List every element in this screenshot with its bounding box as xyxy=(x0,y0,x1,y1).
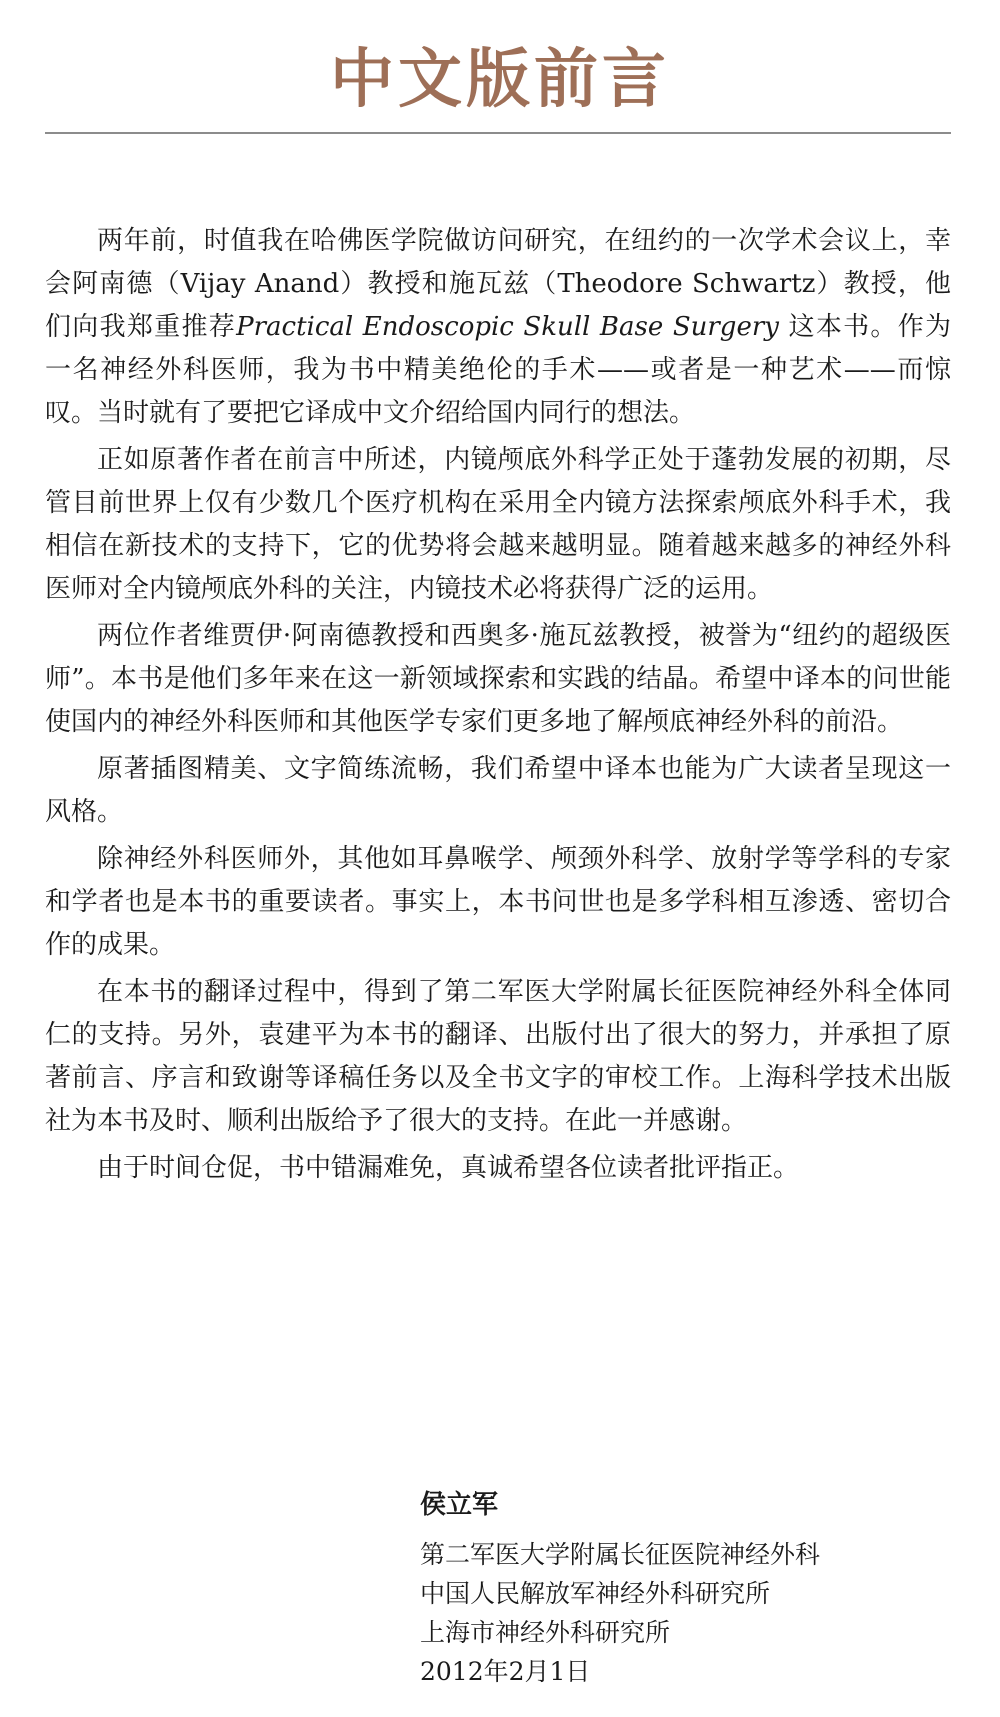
author-name: 侯立军 xyxy=(420,1490,499,1520)
paragraph-3: 两位作者维贾伊·阿南德教授和西奥多·施瓦兹教授，被誉为“纽约的超级医师”。本书是他们多年来在这一新领域探索和实践的结晶。希望中译本的问世能使国内的神经外科医师和其他医学专家们更多地了解颅底神经外科的前沿。 xyxy=(45,621,951,737)
title-divider xyxy=(45,132,951,134)
paragraph-4: 原著插图精美、文字简练流畅，我们希望中译本也能为广大读者呈现这一风格。 xyxy=(45,754,951,827)
signature-date: 2012年2月1日 xyxy=(420,1657,591,1686)
book-title: Practical Endoscopic Skull Base Surgery xyxy=(236,312,779,342)
affiliation-line: 中国人民解放军神经外科研究所 xyxy=(420,1579,771,1608)
signature-block xyxy=(420,1485,960,1691)
page-title: 中文版前言 xyxy=(330,43,670,117)
paragraph-7: 由于时间仓促，书中错漏难免，真诚希望各位读者批评指正。 xyxy=(97,1153,800,1183)
paragraph-6: 在本书的翻译过程中，得到了第二军医大学附属长征医院神经外科全体同仁的支持。另外，袁建平为本书的翻译、出版付出了很大的努力，并承担了原著前言、序言和致谢等译稿任务以及全书文字的审校工作。上海科学技术出版社为本书及时、顺利出版给予了很大的支持。在此一并感谢。 xyxy=(45,977,951,1136)
paragraph-5: 除神经外科医师外，其他如耳鼻喉学、颅颈外科学、放射学等学科的专家和学者也是本书的重要读者。事实上，本书问世也是多学科相互渗透、密切合作的成果。 xyxy=(45,844,951,960)
affiliation-line: 上海市神经外科研究所 xyxy=(420,1618,671,1647)
paragraph-1 xyxy=(45,220,951,435)
preface-body xyxy=(45,220,951,1194)
paragraph-1-text-after: 这本书。作为一名神经外科医师，我为书中精美绝伦的手术——或者是一种艺术——而惊叹。当时就有了要把它译成中文介绍给国内同行的想法。 xyxy=(45,312,952,428)
affiliation-line: 第二军医大学附属长征医院神经外科 xyxy=(420,1540,821,1569)
paragraph-1-text-before: 两年前，时值我在哈佛医学院做访问研究，在纽约的一次学术会议上，幸会阿南德（Vijay Anand）教授和施瓦兹（Theodore Schwartz）教授，他们向我郑重推荐 xyxy=(45,226,951,342)
paragraph-2: 正如原著作者在前言中所述，内镜颅底外科学正处于蓬勃发展的初期，尽管目前世界上仅有少数几个医疗机构在采用全内镜方法探索颅底外科手术，我相信在新技术的支持下，它的优势将会越来越明显。随着越来越多的神经外科医师对全内镜颅底外科的关注，内镜技术必将获得广泛的运用。 xyxy=(45,445,951,604)
